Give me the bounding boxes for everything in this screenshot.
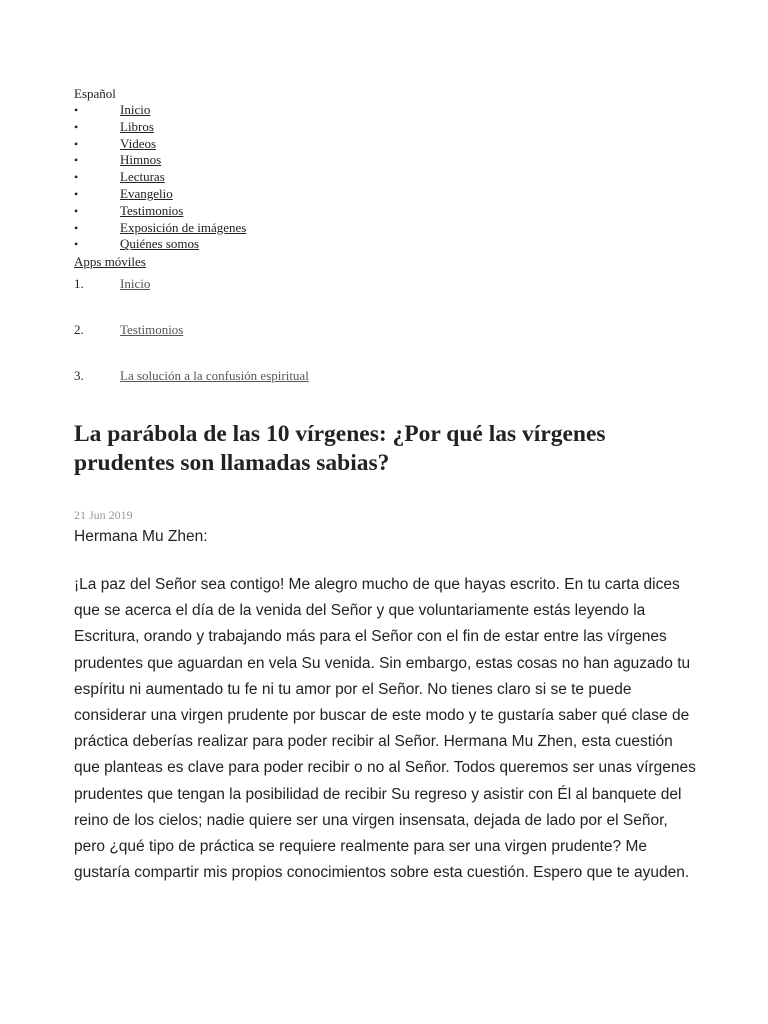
nav-link-quienes-somos[interactable]: Quiénes somos bbox=[120, 236, 200, 252]
nav-link-evangelio[interactable]: Evangelio bbox=[120, 185, 173, 201]
breadcrumb-link-inicio[interactable]: Inicio bbox=[120, 276, 151, 292]
nav-link-lecturas[interactable]: Lecturas bbox=[120, 169, 165, 185]
breadcrumb-number: 3. bbox=[74, 368, 84, 384]
nav-link-videos[interactable]: Videos bbox=[120, 135, 157, 151]
nav-link-testimonios[interactable]: Testimonios bbox=[120, 202, 184, 218]
breadcrumb-item bbox=[74, 367, 704, 413]
apps-moviles-link[interactable]: Apps móviles bbox=[74, 254, 146, 270]
article-title: La parábola de las 10 vírgenes: ¿Por qué las vírgenes prudentes son llamadas sabias? bbox=[74, 421, 606, 476]
bullet-icon: • bbox=[74, 136, 79, 151]
breadcrumb-number: 2. bbox=[74, 322, 84, 338]
breadcrumb-number: 1. bbox=[74, 276, 84, 292]
bullet-icon: • bbox=[74, 220, 79, 235]
bullet-icon: • bbox=[74, 237, 79, 252]
page-content bbox=[74, 86, 704, 882]
nav-item-videos bbox=[74, 136, 704, 153]
article-paragraph: ¡La paz del Señor sea contigo! Me alegro mucho de que hayas escrito. En tu carta dices que se acerca el día de la venida del Señor y que voluntariamente estás leyendo la Escritura, orando y trabajando más para el Señor con el fin de estar entre las vírgenes prudentes que aguardan en vela Su venida. Sin embargo, estas cosas no han aguzado tu espíritu ni aumentado tu fe ni tu amor por el Señor. No tienes claro si se te puede considerar una virgen prudente por buscar de este modo y te gustaría saber qué clase de práctica deberías realizar para poder recibir al Señor. Hermana Mu Zhen, esta cuestión que planteas es clave para poder recibir o no al Señor. Todos queremos ser unas vírgenes prudentes que tengan la posibilidad de recibir Su regreso y asistir con Él al banquete del reino de los cielos; nadie quiere ser una virgen insensata, dejada de lado por el Señor, pero ¿qué tipo de práctica se requiere realmente para ser una virgen prudente? Me gustaría compartir mis propios conocimientos sobre esta cuestión. Espero que te ayuden. bbox=[74, 576, 696, 882]
breadcrumb-link-solucion[interactable]: La solución a la confusión espiritual bbox=[120, 368, 309, 384]
nav-link-himnos[interactable]: Himnos bbox=[120, 152, 162, 168]
breadcrumb bbox=[74, 275, 704, 413]
bullet-icon: • bbox=[74, 203, 79, 218]
breadcrumb-item bbox=[74, 321, 704, 367]
article-date: 21 Jun 2019 bbox=[74, 508, 133, 522]
nav-item-himnos bbox=[74, 152, 704, 169]
language-label: Español bbox=[74, 86, 116, 101]
bullet-icon: • bbox=[74, 170, 79, 185]
nav-link-libros[interactable]: Libros bbox=[120, 118, 154, 134]
nav-item-exposicion bbox=[74, 220, 704, 237]
nav-item-testimonios bbox=[74, 203, 704, 220]
main-nav bbox=[74, 102, 704, 253]
nav-item-evangelio bbox=[74, 186, 704, 203]
bullet-icon: • bbox=[74, 103, 79, 117]
nav-item-quienes-somos bbox=[74, 236, 704, 253]
nav-link-exposicion[interactable]: Exposición de imágenes bbox=[120, 219, 247, 235]
nav-item-inicio bbox=[74, 102, 704, 119]
nav-item-libros bbox=[74, 119, 704, 136]
breadcrumb-link-testimonios[interactable]: Testimonios bbox=[120, 322, 184, 338]
bullet-icon: • bbox=[74, 186, 79, 201]
nav-item-lecturas bbox=[74, 169, 704, 186]
article-greeting: Hermana Mu Zhen: bbox=[74, 528, 208, 545]
bullet-icon: • bbox=[74, 153, 79, 168]
breadcrumb-item bbox=[74, 275, 704, 321]
nav-link-inicio[interactable]: Inicio bbox=[120, 102, 151, 117]
bullet-icon: • bbox=[74, 119, 79, 134]
